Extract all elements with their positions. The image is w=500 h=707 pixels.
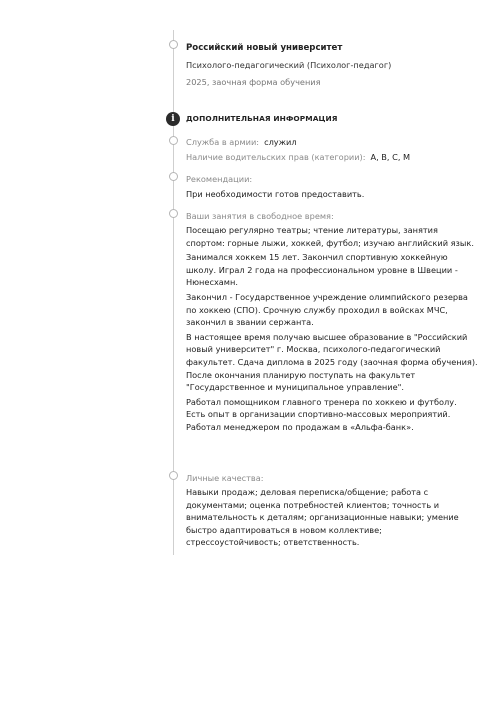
driving-license-label: Наличие водительских прав (категории): [186,152,366,162]
timeline-dot-icon [169,471,178,480]
military-service-row [186,137,297,147]
timeline-dot-icon [169,209,178,218]
hobbies-paragraph: Посещаю регулярно театры; чтение литературы, занятия спортом: горные лыжи, хоккей, футбол; изучаю английский язык. [186,225,474,248]
hobbies-paragraph: Работал помощником главного тренера по хоккею и футболу. Есть опыт в организации спортивно-массовых мероприятий. Работал менеджером по продажам в «Альфа-банк». [186,396,457,432]
recommendations-value: При необходимости готов предоставить. [186,189,365,199]
timeline-dot-icon [169,172,178,181]
hobbies-text [186,224,478,436]
hobbies-paragraph: Закончил - Государственное учреждение олимпийского резерва по хоккею (СПО). Срочную службу проходил в войсках МЧС, закончил в звании сержанта. [186,291,468,328]
timeline-dot-icon [169,40,178,49]
timeline-dot-icon [169,136,178,145]
hobbies-paragraph: Занимался хоккем 15 лет. Закончил спортивную хоккейную школу. Играл 2 года на профессиональном уровне в Швеции - Нюнесхамн. [186,252,458,288]
section-title: ДОПОЛНИТЕЛЬНАЯ ИНФОРМАЦИЯ [186,114,338,123]
hobbies-paragraph: В настоящее время получаю высшее образование в "Российский новый университет" г. Москва, психолого-педагогический факультет. Сдача диплома в 2025 году (заочная форма обучения). После окончания планирую поступать на факультет "Государственное и муниципальное управление". [186,331,478,393]
military-service-value: служил [264,137,297,147]
university-name: Российский новый университет [186,43,343,53]
driving-license-row [186,152,410,162]
hobbies-label: Ваши занятия в свободное время: [186,211,334,221]
info-icon: i [166,112,180,126]
military-service-label: Служба в армии: [186,137,260,147]
faculty: Психолого-педагогический (Психолог-педагог) [186,60,392,70]
recommendations-label: Рекомендации: [186,174,253,184]
personal-qualities-value: Навыки продаж; деловая переписка/общение; работа с документами; оценка потребностей клиентов; точность и внимательность к деталям; организационные навыки; умение быстро адаптироваться в новом коллективе; стрессоустойчивость; ответственность. [186,487,459,548]
study-year-form: 2025, заочная форма обучения [186,77,321,87]
personal-qualities-label: Личные качества: [186,473,264,483]
driving-license-value: A, B, C, M [370,152,411,162]
